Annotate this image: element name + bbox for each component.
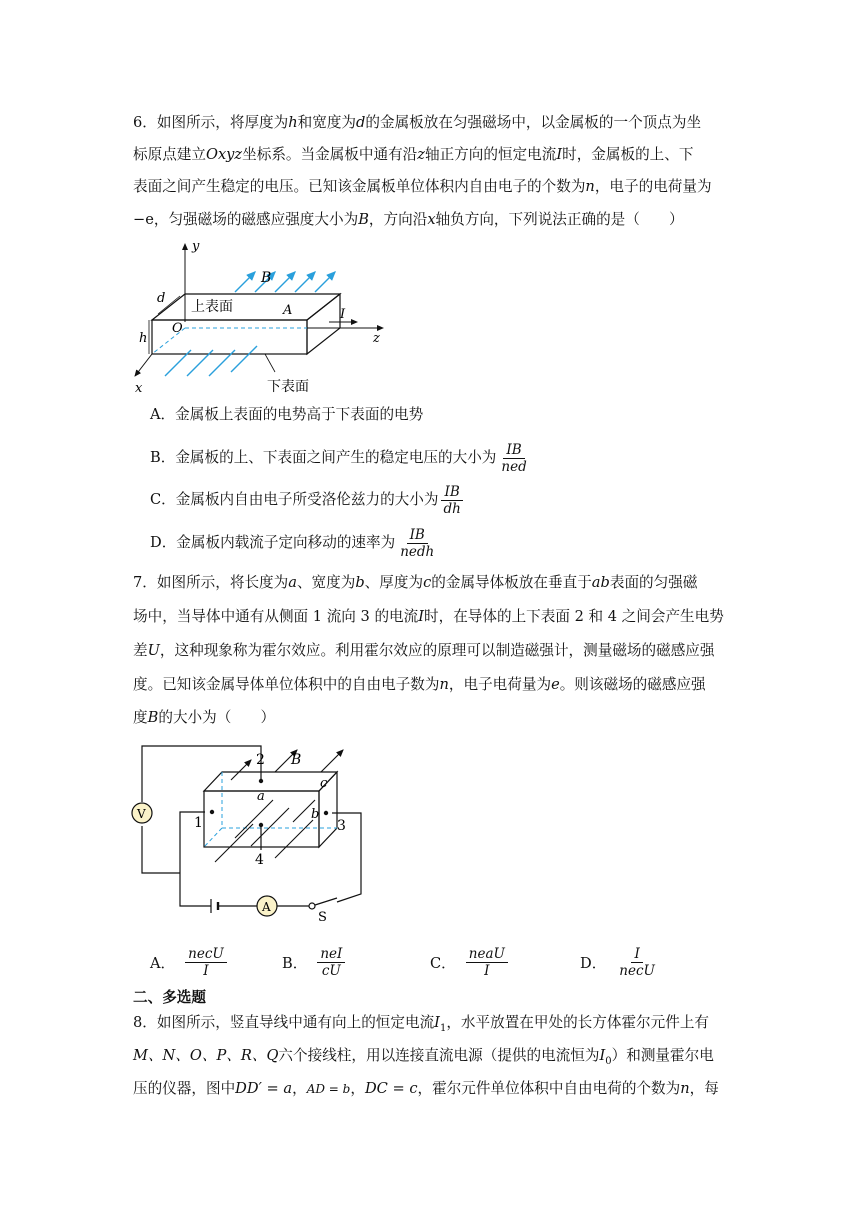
terminal-3-label: 3 <box>337 818 346 834</box>
q6-option-d[interactable]: D．金属板内载流子定向移动的速率为 $\frac{IB}{\text{nedh}}$ <box>150 526 435 560</box>
q7-line-2: 场中，当导体中通有从侧面 1 流向 3 的电流I时，在导体的上下表面 2 和 4 之间会产生电势 <box>133 608 724 625</box>
q6-option-b[interactable]: B．金属板的上、下表面之间产生的稳定电压的大小为 $\frac{IB}{\text{ned}}$ <box>150 441 527 475</box>
q7-option-a[interactable]: A． $\frac{\text{necU}}{I}$ <box>150 946 227 979</box>
q7-line-3: 差U，这种现象称为霍尔效应。利用霍尔效应的原理可以制造磁强计，测量磁场的磁感应强 <box>133 642 715 659</box>
q7-option-d[interactable]: D． $\frac{I}{\text{necU}}$ <box>580 946 655 979</box>
q7-line-5: 度B的大小为（ ） <box>133 709 276 726</box>
q6-line-2: 标原点建立Oxyz坐标系。当金属板中通有沿z轴正方向的恒定电流I时，金属板的上、下 <box>133 146 694 163</box>
q7-line-4: 度。已知该金属导体单位体积中的自由电子数为n，电子电荷量为e。则该磁场的磁感应强 <box>133 676 706 693</box>
z-axis-label: z <box>373 331 380 346</box>
point-A-label: A <box>283 303 293 318</box>
field-label-B: B <box>291 752 302 768</box>
switch-label: S <box>318 910 327 922</box>
section-heading: 二、多选题 <box>133 989 206 1006</box>
q7-figure <box>125 742 375 922</box>
origin-O-label: O <box>172 321 183 336</box>
q7-line-1: 7．如图所示，将长度为a、宽度为b、厚度为c的金属导体板放在垂直于ab表面的匀强磁 <box>133 574 698 591</box>
field-label-B: B <box>261 270 272 286</box>
q6-option-c[interactable]: C．金属板内自由电子所受洛伦兹力的大小为 $\frac{IB}{dh}$ <box>150 483 461 517</box>
q8-line-2: M、N、O、P、R、Q六个接线柱，用以连接直流电源（提供的电流恒为$I_0$）和测量霍尔电 <box>133 1047 714 1067</box>
q6-option-a[interactable]: A．金属板上表面的电势高于下表面的电势 <box>150 406 424 423</box>
q8-line-1: 8．如图所示，竖直导线中通有向上的恒定电流$I_1$，水平放置在甲处的长方体霍尔元件上有 <box>133 1014 710 1034</box>
terminal-2-label: 2 <box>256 752 265 768</box>
dim-b-label: b <box>311 807 320 822</box>
dim-a-label: a <box>257 789 265 804</box>
ammeter-label: A <box>262 900 271 914</box>
upper-surface-label: 上表面 <box>191 299 233 315</box>
terminal-4-label: 4 <box>255 852 264 868</box>
q7-option-c[interactable]: C． $\frac{\text{neaU}}{I}$ <box>430 946 508 979</box>
x-axis-label: x <box>135 381 143 396</box>
terminal-1-label: 1 <box>194 815 203 831</box>
q6-line-3: 表面之间产生稳定的电压。已知该金属板单位体积内自由电子的个数为n，电子的电荷量为 <box>133 178 712 195</box>
q7-option-b[interactable]: B． $\frac{\text{neI}}{cU}$ <box>282 946 345 979</box>
q8-line-3: 压的仪器，图中DD′ = a，AD = b，DC = c，霍尔元件单位体积中自由电荷的个数为n，每 <box>133 1080 719 1097</box>
dim-h-label: h <box>139 331 148 346</box>
voltmeter-label: V <box>137 807 146 821</box>
dim-d-label: d <box>157 291 166 306</box>
lower-surface-label: 下表面 <box>267 379 309 395</box>
y-axis-label: y <box>192 239 200 254</box>
q6-line-1: 6．如图所示，将厚度为h和宽度为d的金属板放在匀强磁场中，以金属板的一个顶点为坐 <box>133 114 702 131</box>
q6-figure <box>125 236 405 400</box>
q6-line-4: −e，匀强磁场的磁感应强度大小为B，方向沿x轴负方向，下列说法正确的是（ ） <box>133 211 684 228</box>
current-label-I: I <box>340 307 346 322</box>
dim-c-label: c <box>320 776 328 791</box>
